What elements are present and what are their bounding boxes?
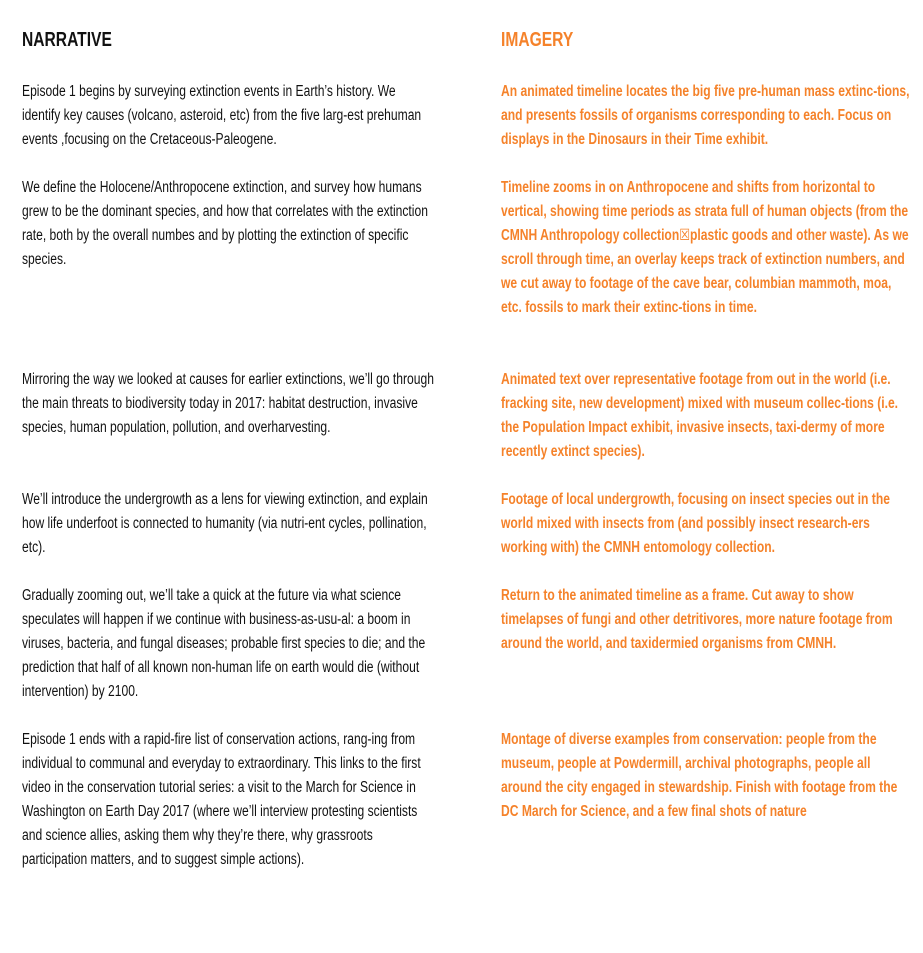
narrative-paragraph-5-text: Gradually zooming out, we’ll take a quick at the future via what science speculates will happen if we continue with business-as-usu-al: a boom in viruses, bacteria, and fungal diseases; probable first species to die; and the prediction that half of all known non-human life on earth would die (without intervention) by 2100. — [22, 587, 426, 700]
narrative-paragraph-1-text: Episode 1 begins by surveying extinction events in Earth’s history. We identify key causes (volcano, asteroid, etc) from the five larg-est prehuman events ,focusing on the Cretaceous-Paleogene. — [22, 83, 422, 148]
narrative-paragraph-6 — [22, 728, 552, 872]
imagery-paragraph-2-text: Timeline zooms in on Anthropocene and shifts from horizontal to vertical, showing time periods as strata full of human objects (from the CMNH Anthropology collection☒plastic goods and other waste). As we scroll through time, an overlay keeps track of extinction numbers, and we cut away to footage of the cave bear, columbian mammoth, moa, etc. fossils to mark their extinc-tions in time. — [501, 179, 909, 316]
narrative-heading: NARRATIVE — [22, 29, 112, 51]
narrative-paragraph-5 — [22, 584, 552, 704]
narrative-paragraph-3 — [22, 368, 552, 440]
imagery-paragraph-1 — [501, 80, 923, 152]
imagery-paragraph-2 — [501, 176, 923, 320]
imagery-paragraph-1-text: An animated timeline locates the big five pre-human mass extinc-tions, and presents fossils of organisms corresponding to each. Focus on displays in the Dinosaurs in their Time exhibit. — [501, 83, 910, 148]
imagery-heading: IMAGERY — [501, 29, 574, 51]
narrative-paragraph-2 — [22, 176, 552, 272]
imagery-paragraph-6-text: Montage of diverse examples from conservation: people from the museum, people at Powdermill, archival photographs, people all around the city engaged in stewardship. Finish with footage from the DC March for Science, and a few final shots of nature — [501, 731, 898, 820]
imagery-paragraph-5 — [501, 584, 923, 656]
narrative-paragraph-2-text: We define the Holocene/Anthropocene extinction, and survey how humans grew to be the dominant species, and how that correlates with the extinction rate, both by the overall numbes and by plotting the extinction of specific species. — [22, 179, 428, 268]
narrative-paragraph-4 — [22, 488, 552, 560]
imagery-paragraph-4 — [501, 488, 923, 560]
imagery-paragraph-3-text: Animated text over representative footage from out in the world (i.e. fracking site, new development) mixed with museum collec-tions (i.e. the Population Impact exhibit, invasive insects, taxi-dermy of more recently extinct species). — [501, 371, 899, 460]
narrative-paragraph-4-text: We’ll introduce the undergrowth as a lens for viewing extinction, and explain how life underfoot is connected to humanity (via nutri-ent cycles, pollination, etc). — [22, 491, 428, 556]
imagery-paragraph-3 — [501, 368, 923, 464]
narrative-paragraph-1 — [22, 80, 552, 152]
imagery-paragraph-5-text: Return to the animated timeline as a frame. Cut away to show timelapses of fungi and other detritivores, more nature footage from around the world, and taxidermied organisms from CMNH. — [501, 587, 893, 652]
narrative-paragraph-6-text: Episode 1 ends with a rapid-fire list of conservation actions, rang-ing from individual to communal and everyday to extraordinary. This links to the first video in the conservation tutorial series: a visit to the March for Science in Washington on Earth Day 2017 (where we’ll interview protesting scientists and science allies, asking them why they’re there, why grassroots participation matters, and to suggest simple actions). — [22, 731, 421, 868]
imagery-paragraph-6 — [501, 728, 923, 824]
imagery-paragraph-4-text: Footage of local undergrowth, focusing on insect species out in the world mixed with insects from (and possibly insect research-ers working with) the CMNH entomology collection. — [501, 491, 890, 556]
narrative-paragraph-3-text: Mirroring the way we looked at causes for earlier extinctions, we’ll go through the main threats to biodiversity today in 2017: habitat destruction, invasive species, human population, pollution, and overharvesting. — [22, 371, 434, 436]
